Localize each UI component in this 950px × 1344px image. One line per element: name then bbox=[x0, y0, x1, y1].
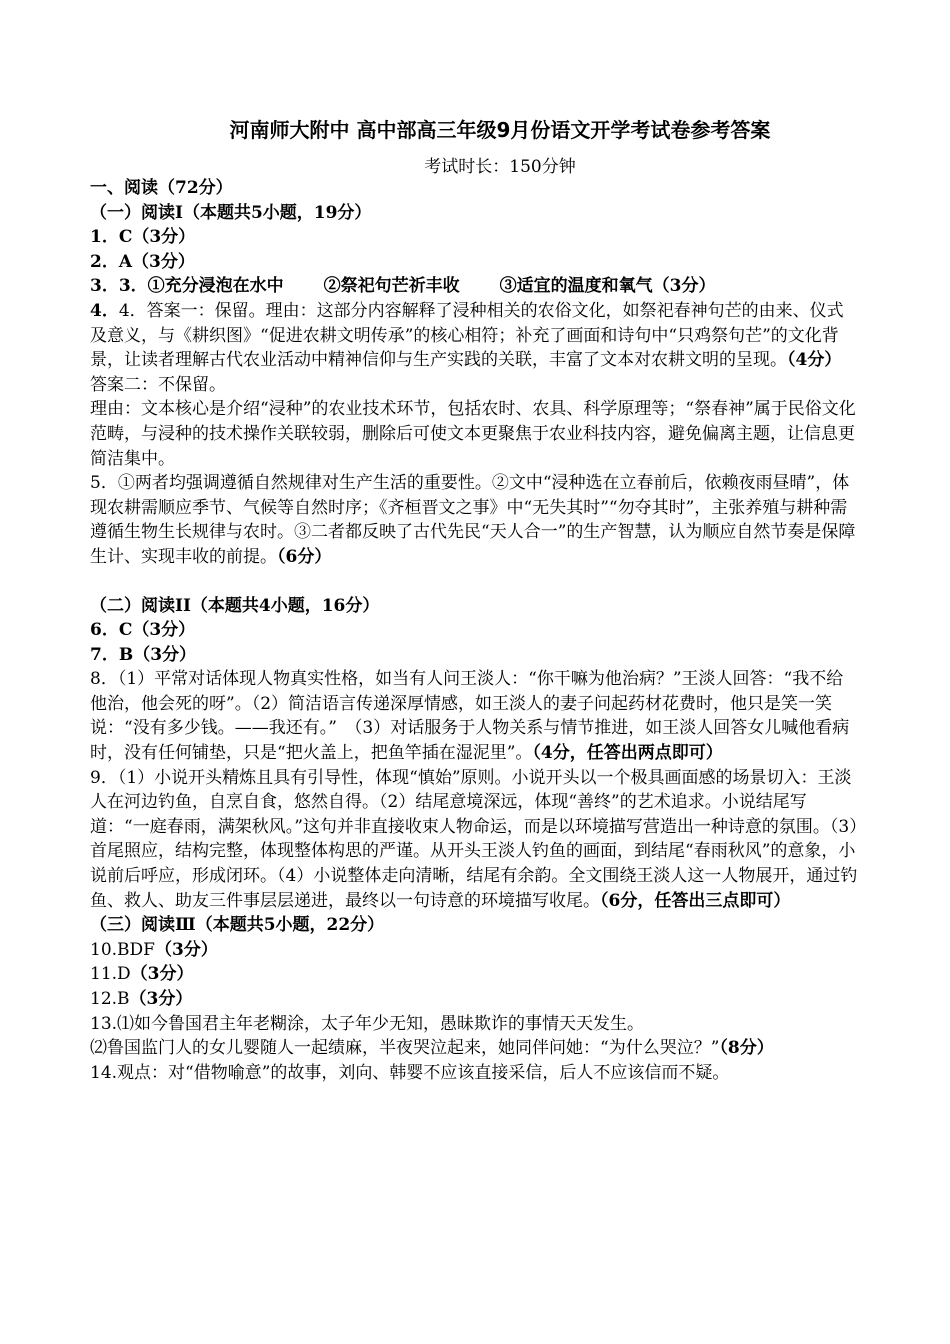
q13-2-text: ⑵鲁国监门人的女儿婴随人一起绩麻，半夜哭泣起来，她同伴问她：“为什么哭泣？” bbox=[90, 1038, 720, 1059]
q12-score: （3分） bbox=[129, 989, 193, 1009]
q3-prefix: 3．3． bbox=[90, 276, 148, 297]
q9-score: （6分，任答出三点即可） bbox=[600, 890, 791, 911]
answer-q3 bbox=[90, 274, 860, 299]
answer-q4-alt: 答案二：不保留。 bbox=[90, 374, 226, 395]
page-title: 河南师大附中 高中部高三年级9月份语文开学考试卷参考答案 bbox=[229, 118, 771, 142]
q3-point-a: ①充分浸泡在水中 bbox=[147, 276, 284, 297]
answer-q14: 14.观点：对“借物喻意”的故事，刘向、韩婴不应该直接采信，后人不应该信而不疑。 bbox=[90, 1062, 730, 1083]
q11-score: （3分） bbox=[130, 964, 194, 985]
exam-duration: 考试时长：150分钟 bbox=[424, 157, 576, 177]
answer-q7: 7．B（3分） bbox=[90, 644, 197, 665]
answer-q5 bbox=[90, 471, 860, 569]
answer-q13-1: 13.⑴如今鲁国君主年老糊涂，太子年少无知，愚昧欺诈的事情天天发生。 bbox=[90, 1013, 645, 1034]
answer-body bbox=[90, 176, 860, 1085]
q11-text: 11.D bbox=[90, 964, 131, 985]
q4-score: （4分） bbox=[787, 350, 842, 371]
answer-q2: 2．A（3分） bbox=[90, 251, 195, 272]
part2-heading: （二）阅读II（本题共4小题，16分） bbox=[90, 595, 380, 616]
answer-q11 bbox=[90, 962, 860, 987]
q3-point-b: ②祭祀句芒祈丰收 bbox=[323, 276, 460, 297]
part1-heading: （一）阅读Ⅰ（本题共5小题，19分） bbox=[90, 202, 372, 223]
q13-score: （8分） bbox=[719, 1038, 774, 1059]
answer-q4 bbox=[90, 299, 860, 373]
answer-q1: 1．C（3分） bbox=[90, 227, 196, 248]
answer-q6: 6．C（3分） bbox=[90, 620, 196, 641]
q10-text: 10.BDF bbox=[90, 939, 155, 960]
answer-q13-2 bbox=[90, 1036, 860, 1061]
q5-text: 5．①两者均强调遵循自然规律对生产生活的重要性。②文中“浸种选在立春前后，依赖夜雨昼晴”，体现农耕需顺应季节、气候等自然时序；《齐桓晋文之事》中“无失其时”“勿夺其时”，主张养殖与耕种需遵循生物生长规律与农时。③二者都反映了古代先民“天人合一”的生产智慧，认为顺应自然节奏是保障生计、实现丰收的前提。 bbox=[90, 473, 856, 567]
q4-prefix: 4． bbox=[90, 300, 119, 321]
q10-score: （3分） bbox=[154, 939, 218, 960]
q8-score: （4分，任答出两点即可） bbox=[532, 743, 723, 764]
answer-q10 bbox=[90, 938, 860, 963]
part3-heading: （三）阅读Ⅲ（本题共5小题，22分） bbox=[90, 915, 385, 936]
q12-text: 12.B bbox=[90, 989, 130, 1009]
answer-q4-alt-reason: 理由：文本核心是介绍“浸种”的农业技术环节，包括农时、农具、科学原理等；“祭春神”属于民俗文化范畴，与浸种的技术操作关联较弱，删除后可使文本更聚焦于农业科技内容，避免偏离主题，让信息更简洁集中。 bbox=[90, 399, 856, 469]
q4-text: 4．答案一：保留。理由：这部分内容解释了浸种相关的农俗文化，如祭祀春神句芒的由来、仪式及意义，与《耕织图》“促进农耕文明传承”的核心相符；补充了画面和诗句中“只鸡祭句芒”的文化背景，让读者理解古代农业活动中精神信仰与生产实践的关联，丰富了文本对农耕文明的呈现。 bbox=[90, 300, 844, 371]
q9-text: 9．（1）小说开头精炼且具有引导性，体现“慎始”原则。小说开头以一个极具画面感的场景切入：王淡人在河边钓鱼，自烹自食，悠然自得。（2）结尾意境深远，体现“善终”的艺术追求。小说结尾写道：“一庭春雨，满架秋风。”这句并非直接收束人物命运，而是以环境描写营造出一种诗意的氛围。（3）首尾照应，结构完整，体现整体构思的严谨。从开头王淡人钓鱼的画面，到结尾“春雨秋风”的意象，小说前后呼应，形成闭环。（4）小说整体走向清晰，结尾有余韵。全文围绕王淡人这一人物展开，通过钓鱼、救人、助友三件事层层递进，最终以一句诗意的环境描写收尾。 bbox=[90, 767, 858, 911]
q8-text: 8．（1）平常对话体现人物真实性格，如当有人问王淡人：“你干嘛为他治病？”王淡人回答：“我不给他治，他会死的呀”。（2）简洁语言传递深厚情感，如王淡人的妻子问起药材花费时，他只是笑一笑说：“没有多少钱。——我还有。” （3）对话服务于人物关系与情节推进，如王淡人回答女儿喊他看病时，没有任何铺垫，只是“把火盖上，把鱼竿插在湿泥里”。 bbox=[90, 669, 850, 764]
answer-q12 bbox=[90, 987, 860, 1012]
q5-score: （6分） bbox=[277, 546, 332, 567]
q3-point-c: ③适宜的温度和氧气（3分） bbox=[499, 276, 716, 297]
answer-q9 bbox=[90, 766, 860, 914]
section-heading: 一、阅读（72分） bbox=[90, 178, 233, 198]
answer-q8 bbox=[90, 667, 860, 765]
